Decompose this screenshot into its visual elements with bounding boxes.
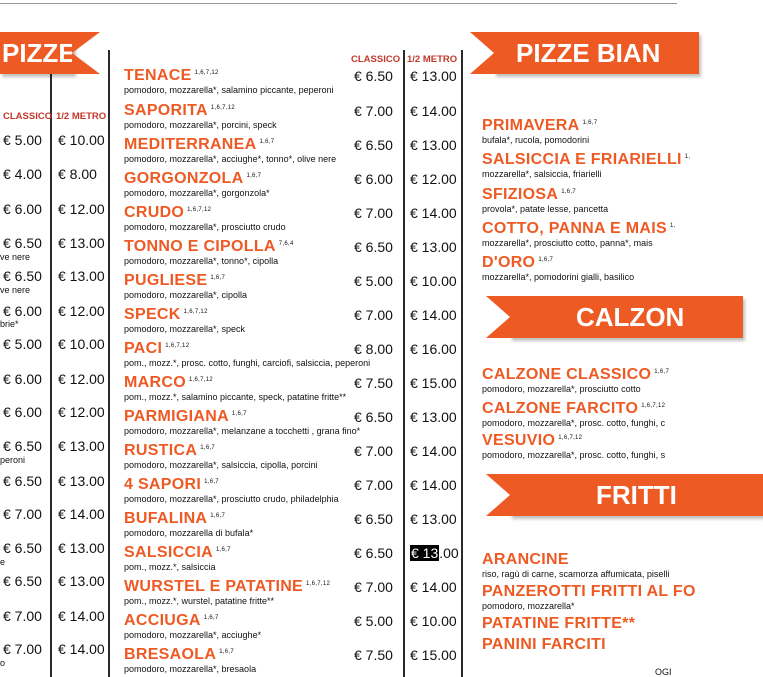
item-allergens: 1,6,7 — [246, 172, 262, 179]
top-rule — [0, 3, 677, 4]
left-metro: € 14.00 — [58, 641, 105, 657]
left-classico: € 6.00 — [3, 303, 42, 319]
left-metro: € 10.00 — [58, 132, 105, 148]
column-divider-left — [50, 50, 52, 677]
item-name — [124, 340, 189, 358]
left-classico: € 6.50 — [3, 235, 42, 251]
item-price-metro: € 14.00 — [410, 443, 457, 459]
left-metro: € 12.00 — [58, 404, 105, 420]
item-ingredients: pomodoro, mozzarella*, cipolla — [124, 290, 248, 300]
item-name — [482, 366, 669, 384]
item-price-classico: € 6.50 — [354, 511, 393, 527]
item-price-classico: € 6.50 — [354, 68, 393, 84]
item-allergens: 1, — [669, 222, 676, 229]
left-note: o — [0, 658, 6, 668]
item-ingredients: riso, ragù di carne, scamorza affumicata, piselli — [482, 569, 670, 579]
item-allergens: 1,6,7 — [219, 648, 235, 655]
item-price-metro: € 13.00 — [410, 239, 457, 255]
header-classico-left: CLASSICO — [3, 111, 53, 122]
item-name — [482, 583, 696, 601]
item-price-classico: € 5.00 — [354, 273, 393, 289]
item-name-text: WURSTEL E PATATINE — [124, 578, 304, 595]
item-ingredients: pomodoro, mozzarella*, porcini, speck — [124, 120, 277, 130]
item-allergens: 1,6,7,12 — [188, 376, 214, 383]
item-ingredients: pomodoro, mozzarella*, bresaola — [124, 664, 257, 674]
item-price-metro: € 16.00 — [410, 341, 457, 357]
left-classico: € 7.00 — [3, 641, 42, 657]
item-price-metro: € 10.00 — [410, 273, 457, 289]
item-price-classico: € 7.00 — [354, 579, 393, 595]
item-name-text: COTTO, PANNA E MAIS — [482, 220, 667, 237]
item-ingredients: pomodoro, mozzarella*, salsiccia, cipolla, porcini — [124, 460, 318, 470]
item-name-text: PUGLIESE — [124, 272, 208, 289]
item-price-metro: € 13.00 — [410, 68, 457, 84]
item-allergens: 1,6,7 — [538, 256, 554, 263]
item-allergens: 1,6,7,12 — [187, 206, 212, 213]
item-name — [124, 646, 234, 664]
left-metro: € 13.00 — [58, 540, 105, 556]
left-classico: € 7.00 — [3, 608, 42, 624]
item-name-text: TENACE — [124, 67, 192, 84]
item-price-metro — [410, 545, 459, 561]
item-price-classico: € 7.00 — [354, 103, 393, 119]
left-metro: € 12.00 — [58, 201, 105, 217]
item-allergens: 1,6,7 — [231, 410, 247, 417]
column-divider-mid-2 — [461, 50, 463, 677]
item-ingredients: pom., mozz.*, salamino piccante, speck, patatine fritte** — [124, 392, 347, 402]
item-name — [124, 510, 225, 528]
left-classico: € 6.00 — [3, 201, 42, 217]
item-price-classico: € 6.50 — [354, 409, 393, 425]
item-name-text: PARMIGIANA — [124, 408, 229, 425]
item-price-classico: € 6.00 — [354, 171, 393, 187]
item-allergens: 1,6,7 — [204, 478, 219, 485]
item-price-classico: € 7.00 — [354, 205, 393, 221]
item-ingredients: pomodoro, mozzarella*, gorgonzola* — [124, 188, 270, 198]
item-name — [124, 136, 274, 154]
item-name-text: TONNO E CIPOLLA — [124, 238, 276, 255]
item-ingredients: pomodoro, mozzarella*, salamino piccante, peperoni — [124, 85, 334, 95]
left-classico: € 6.50 — [3, 268, 42, 284]
item-name — [124, 442, 215, 460]
left-note: brie* — [0, 319, 19, 329]
item-ingredients: pomodoro, mozzarella*, prosciutto crudo, philadelphia — [124, 494, 339, 504]
item-ingredients: pomodoro, mozzarella*, tonno*, cipolla — [124, 256, 279, 266]
item-allergens: 1,6,7 — [210, 512, 226, 519]
item-ingredients: pomodoro, mozzarella*, prosciutto crudo — [124, 222, 286, 232]
item-ingredients: mozzarella*, prosciutto cotto, panna*, mais — [482, 238, 653, 248]
item-allergens: 1,6,7,12 — [641, 402, 666, 409]
item-name — [124, 67, 219, 85]
item-allergens: 1,6,7,12 — [165, 342, 190, 349]
banner-pizze-label: PIZZE — [2, 38, 76, 68]
item-price-metro: € 12.00 — [410, 171, 457, 187]
item-price-classico: € 5.00 — [354, 613, 393, 629]
banner-pizze — [0, 32, 74, 74]
item-ingredients: pom., mozz.*, prosc. cotto, funghi, carciofi, salsiccia, peperoni — [124, 358, 371, 368]
item-name — [482, 432, 582, 450]
column-divider-left-2 — [108, 50, 110, 677]
item-allergens: 1,6,7 — [582, 119, 598, 126]
item-price-metro: € 14.00 — [410, 205, 457, 221]
item-allergens: 1,6,7,12 — [306, 580, 331, 587]
item-name — [124, 272, 225, 290]
item-name — [124, 238, 294, 256]
item-price-metro-highlight: € 13 — [411, 545, 439, 561]
item-price-classico: € 7.50 — [354, 647, 393, 663]
header-metro-mid: 1/2 METRO — [407, 54, 458, 65]
banner-calzoni-tail — [486, 296, 510, 338]
item-price-classico: € 6.50 — [354, 239, 393, 255]
item-allergens: 1,6,7,12 — [210, 104, 235, 111]
left-metro: € 13.00 — [58, 235, 105, 251]
item-name — [124, 374, 213, 392]
item-price-metro: € 14.00 — [410, 477, 457, 493]
left-note: peroni — [0, 455, 26, 465]
item-name — [124, 204, 211, 222]
item-price-metro: € 15.00 — [410, 647, 457, 663]
item-ingredients: pomodoro, mozzarella*, acciughe* — [124, 630, 262, 640]
item-price-metro: € 13.00 — [410, 409, 457, 425]
item-name — [482, 400, 665, 418]
item-allergens: 1,6,7 — [561, 188, 577, 195]
item-allergens: 7,6,4 — [278, 240, 294, 247]
left-classico: € 6.00 — [3, 404, 42, 420]
left-metro: € 13.00 — [58, 268, 105, 284]
item-price-metro: € 14.00 — [410, 103, 457, 119]
item-name-text: CALZONE CLASSICO — [482, 366, 652, 383]
item-allergens: 1,6,7,12 — [558, 434, 583, 441]
left-metro: € 13.00 — [58, 473, 105, 489]
item-price-classico: € 7.00 — [354, 443, 393, 459]
item-name-text: RUSTICA — [124, 442, 198, 459]
header-classico-mid: CLASSICO — [351, 54, 401, 65]
item-name-text: ACCIUGA — [124, 612, 201, 629]
item-price-metro: € 14.00 — [410, 579, 457, 595]
item-allergens: 1,6,7,12 — [194, 69, 219, 76]
item-allergens: 1, — [684, 153, 691, 160]
item-name-text: BUFALINA — [124, 510, 208, 527]
item-name — [124, 544, 231, 562]
left-classico: € 6.50 — [3, 438, 42, 454]
item-name-text: CALZONE FARCITO — [482, 400, 639, 417]
item-ingredients: pomodoro, mozzarella di bufala* — [124, 528, 254, 538]
footer-fragment: OGI — [655, 667, 672, 677]
item-name-text: SAPORITA — [124, 102, 208, 119]
item-ingredients: provola*, patate lesse, pancetta — [482, 204, 609, 214]
banner-calzoni — [510, 296, 743, 338]
item-name-text: PATATINE FRITTE** — [482, 615, 636, 632]
item-name — [482, 220, 676, 238]
item-price-classico: € 6.50 — [354, 137, 393, 153]
item-allergens: 1,6,7,12 — [183, 308, 208, 315]
item-price-classico: € 7.00 — [354, 307, 393, 323]
item-name — [124, 408, 247, 426]
left-classico: € 6.00 — [3, 371, 42, 387]
banner-fritti — [510, 474, 763, 516]
item-name — [124, 578, 330, 596]
item-allergens: 1,6,7 — [203, 614, 219, 621]
left-metro: € 13.00 — [58, 438, 105, 454]
item-price-metro-rest: .00 — [439, 545, 459, 561]
banner-bianche-tail — [470, 32, 494, 74]
left-metro: € 12.00 — [58, 303, 105, 319]
item-name-text: VESUVIO — [482, 432, 556, 449]
column-divider-mid — [403, 50, 405, 677]
item-name-text: SALSICCIA E FRIARIELLI — [482, 151, 682, 168]
item-price-classico: € 7.50 — [354, 375, 393, 391]
left-classico: € 6.50 — [3, 473, 42, 489]
left-metro: € 13.00 — [58, 573, 105, 589]
left-note: e — [0, 557, 6, 567]
item-name-text: BRESAOLA — [124, 646, 217, 663]
item-name — [482, 636, 606, 654]
item-name — [124, 306, 208, 324]
left-metro: € 14.00 — [58, 506, 105, 522]
item-name-text: ARANCINE — [482, 551, 569, 568]
item-ingredients: pomodoro, mozzarella*, speck — [124, 324, 246, 334]
left-classico: € 6.50 — [3, 540, 42, 556]
banner-calzoni-label: CALZON — [576, 302, 685, 332]
left-metro: € 12.00 — [58, 371, 105, 387]
item-name-text: CRUDO — [124, 204, 185, 221]
left-classico: € 5.00 — [3, 132, 42, 148]
item-allergens: 1,6,7 — [259, 138, 275, 145]
item-name-text: D'ORO — [482, 254, 536, 271]
item-price-metro: € 13.00 — [410, 137, 457, 153]
left-note: ve nere — [0, 252, 31, 262]
item-name-text: 4 SAPORI — [124, 476, 202, 493]
item-name-text: SALSICCIA — [124, 544, 213, 561]
item-name — [124, 476, 219, 494]
item-name — [482, 254, 553, 272]
item-price-metro: € 13.00 — [410, 511, 457, 527]
item-ingredients: pomodoro, mozzarella*, prosciutto cotto — [482, 384, 641, 394]
left-metro: € 8.00 — [58, 166, 97, 182]
item-name — [124, 102, 235, 120]
item-name-text: PRIMAVERA — [482, 117, 580, 134]
item-ingredients: pomodoro, mozzarella* — [482, 601, 575, 611]
item-name — [124, 170, 261, 188]
item-allergens: 1,6,7 — [210, 274, 226, 281]
left-metro: € 10.00 — [58, 336, 105, 352]
item-name-text: MEDITERRANEA — [124, 136, 257, 153]
item-name — [482, 151, 690, 169]
item-ingredients: pomodoro, mozzarella*, prosc. cotto, funghi, c — [482, 418, 666, 428]
banner-fritti-tail — [486, 474, 510, 516]
banner-fritti-label: FRITTI — [596, 480, 677, 510]
item-allergens: 1,6,7 — [215, 546, 231, 553]
item-price-classico: € 7.00 — [354, 477, 393, 493]
item-name — [124, 612, 219, 630]
item-name-text: SPECK — [124, 306, 181, 323]
item-name — [482, 615, 635, 633]
item-ingredients: pom., mozz.*, salsiccia — [124, 562, 216, 572]
item-name-text: MARCO — [124, 374, 186, 391]
item-name-text: PANINI FARCITI — [482, 636, 606, 653]
item-allergens: 1,6,7 — [654, 368, 670, 375]
banner-pizze-tail — [72, 32, 100, 74]
item-ingredients: pomodoro, mozzarella*, melanzane a tocchetti , grana fino* — [124, 426, 361, 436]
left-note: ve nere — [0, 285, 31, 295]
item-name-text: PACI — [124, 340, 163, 357]
item-ingredients: mozzarella*, pomodorini gialli, basilico — [482, 272, 635, 282]
left-classico: € 7.00 — [3, 506, 42, 522]
item-ingredients: bufala*, rucola, pomodorini — [482, 135, 590, 145]
left-classico: € 4.00 — [3, 166, 42, 182]
header-metro-left: 1/2 METRO — [56, 111, 107, 122]
item-name — [482, 117, 597, 135]
left-classico: € 6.50 — [3, 573, 42, 589]
item-name — [482, 186, 576, 204]
item-price-classico: € 8.00 — [354, 341, 393, 357]
item-allergens: 1,6,7 — [200, 444, 216, 451]
item-price-metro: € 15.00 — [410, 375, 457, 391]
item-ingredients: pomodoro, mozzarella*, prosc. cotto, funghi, s — [482, 450, 666, 460]
item-ingredients: mozzarella*, salsiccia, friarielli — [482, 169, 602, 179]
left-classico: € 5.00 — [3, 336, 42, 352]
banner-pizze-bianche — [494, 32, 699, 74]
item-ingredients: pomodoro, mozzarella*, acciughe*, tonno*, olive nere — [124, 154, 337, 164]
item-name-text: SFIZIOSA — [482, 186, 559, 203]
item-name-text: GORGONZOLA — [124, 170, 244, 187]
item-name-text: PANZEROTTI FRITTI AL FO — [482, 583, 696, 600]
left-metro: € 14.00 — [58, 608, 105, 624]
item-name — [482, 551, 569, 569]
item-price-metro: € 14.00 — [410, 307, 457, 323]
item-ingredients: pom., mozz.*, wurstel, patatine fritte** — [124, 596, 275, 606]
item-price-classico: € 6.50 — [354, 545, 393, 561]
item-price-metro: € 10.00 — [410, 613, 457, 629]
banner-pizze-bianche-label: PIZZE BIAN — [516, 38, 661, 68]
